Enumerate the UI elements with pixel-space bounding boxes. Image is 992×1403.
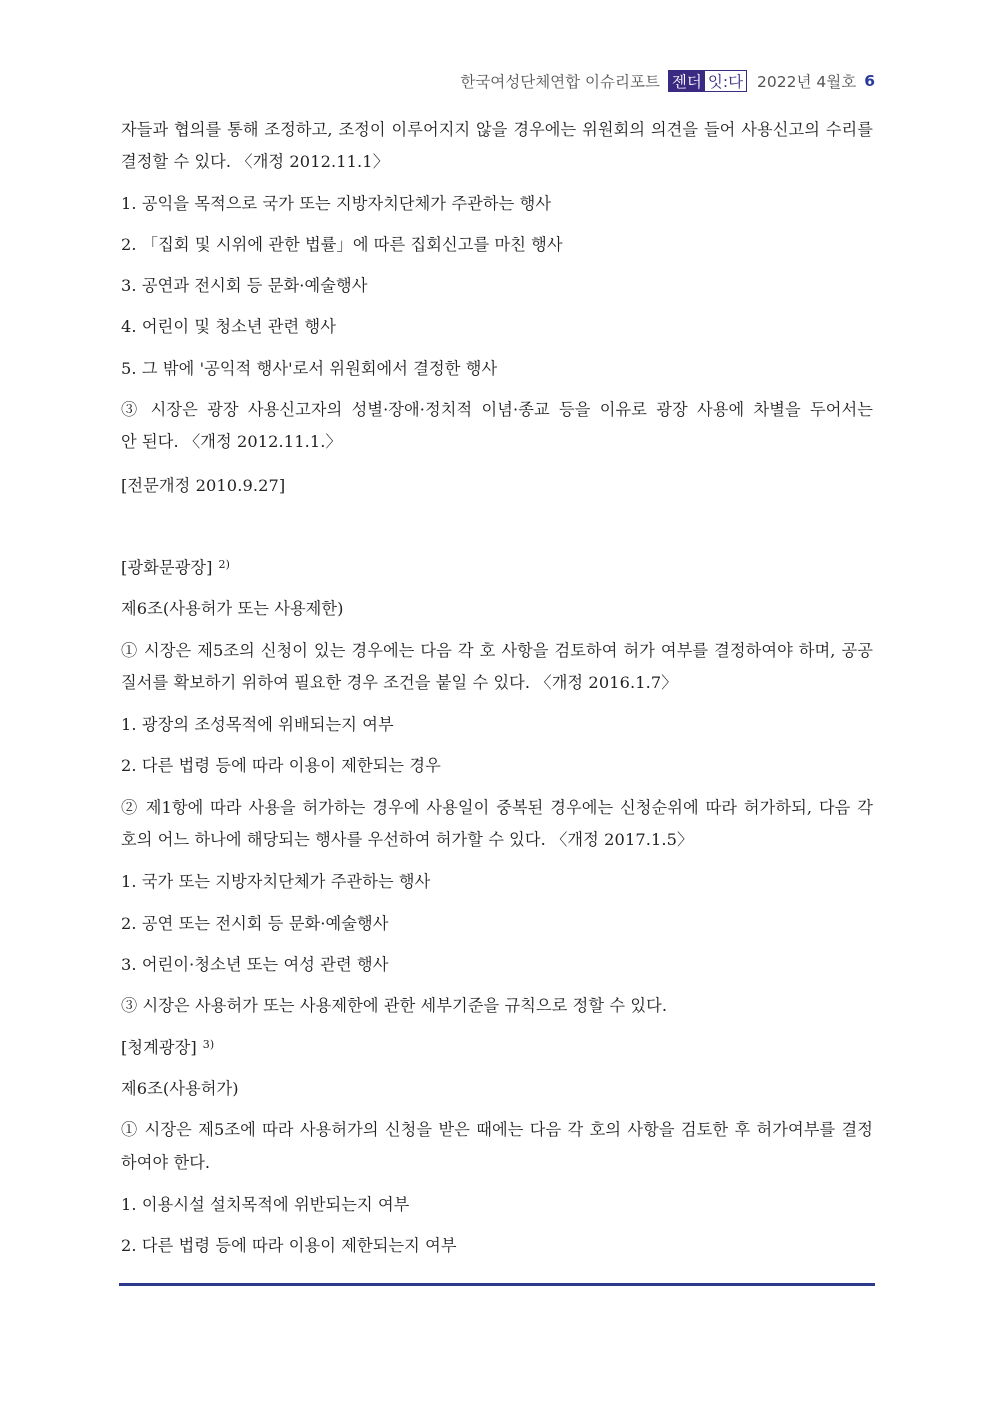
page-header [460, 68, 875, 94]
section-heading-label: [청계광장] [121, 1038, 197, 1057]
paragraph-line: 질서를 확보하기 위하여 필요한 경우 조건을 붙일 수 있다. 〈개정 2016.1.7〉 [121, 673, 678, 692]
paragraph-line: ② 제1항에 따라 사용을 허가하는 경우에 사용일이 중복된 경우에는 신청순위에 따라 허가하되, 다음 각 [121, 798, 873, 817]
section-heading-gwanghwamun [121, 555, 230, 583]
brand-badge [668, 70, 747, 92]
list-item: 2. 다른 법령 등에 따라 이용이 제한되는지 여부 [121, 1236, 457, 1255]
paragraph-line: 결정할 수 있다. 〈개정 2012.11.1〉 [121, 152, 389, 171]
list-item: 1. 광장의 조성목적에 위배되는지 여부 [121, 715, 394, 734]
list-item: 3. 공연과 전시회 등 문화·예술행사 [121, 276, 368, 295]
page-number: 6 [864, 72, 875, 90]
list-item: 2. 다른 법령 등에 따라 이용이 제한되는 경우 [121, 756, 441, 775]
revision-note: [전문개정 2010.9.27] [121, 476, 286, 495]
paragraph-line: ③ 시장은 사용허가 또는 사용제한에 관한 세부기준을 규칙으로 정할 수 있다. [121, 996, 668, 1015]
footnote-ref: 3) [202, 1038, 215, 1051]
issue-date: 2022년 4월호 [757, 73, 857, 91]
list-item: 1. 공익을 목적으로 국가 또는 지방자치단체가 주관하는 행사 [121, 194, 552, 213]
list-item: 1. 국가 또는 지방자치단체가 주관하는 행사 [121, 872, 431, 891]
paragraph-line: 안 된다. 〈개정 2012.11.1.〉 [121, 432, 342, 451]
footnote-ref: 2) [218, 558, 231, 571]
paragraph-line: ① 시장은 제5조에 따라 사용허가의 신청을 받은 때에는 다음 각 호의 사항을 검토한 후 허가여부를 결정 [121, 1120, 873, 1139]
paragraph-line: 자들과 협의를 통해 조정하고, 조정이 이루어지지 않을 경우에는 위원회의 의견을 들어 사용신고의 수리를 [121, 120, 873, 139]
section-heading-cheonggye [121, 1035, 214, 1063]
report-title: 한국여성단체연합 이슈리포트 [460, 73, 660, 91]
list-item: 2. 「집회 및 시위에 관한 법률」에 따른 집회신고를 마친 행사 [121, 235, 563, 254]
paragraph-line: ③ 시장은 광장 사용신고자의 성별·장애·정치적 이념·종교 등을 이유로 광장 사용에 차별을 두어서는 [121, 400, 873, 419]
list-item: 1. 이용시설 설치목적에 위반되는지 여부 [121, 1195, 410, 1214]
paragraph-line: ① 시장은 제5조의 신청이 있는 경우에는 다음 각 호 사항을 검토하여 허가 여부를 결정하여야 하며, 공공 [121, 641, 873, 660]
footer-divider [119, 1283, 875, 1286]
paragraph-line: 하여야 한다. [121, 1153, 211, 1172]
section-heading-label: [광화문광장] [121, 558, 213, 577]
list-item: 4. 어린이 및 청소년 관련 행사 [121, 317, 336, 336]
list-item: 2. 공연 또는 전시회 등 문화·예술행사 [121, 914, 389, 933]
list-item: 3. 어린이·청소년 또는 여성 관련 행사 [121, 955, 389, 974]
article-title: 제6조(사용허가) [121, 1079, 239, 1098]
paragraph-line: 호의 어느 하나에 해당되는 행사를 우선하여 허가할 수 있다. 〈개정 2017.1.5〉 [121, 830, 694, 849]
article-title: 제6조(사용허가 또는 사용제한) [121, 599, 344, 618]
brand-badge-part-a: 젠더 [669, 71, 705, 91]
list-item: 5. 그 밖에 '공익적 행사'로서 위원회에서 결정한 행사 [121, 359, 498, 378]
brand-badge-part-b: 잇:다 [705, 71, 746, 91]
